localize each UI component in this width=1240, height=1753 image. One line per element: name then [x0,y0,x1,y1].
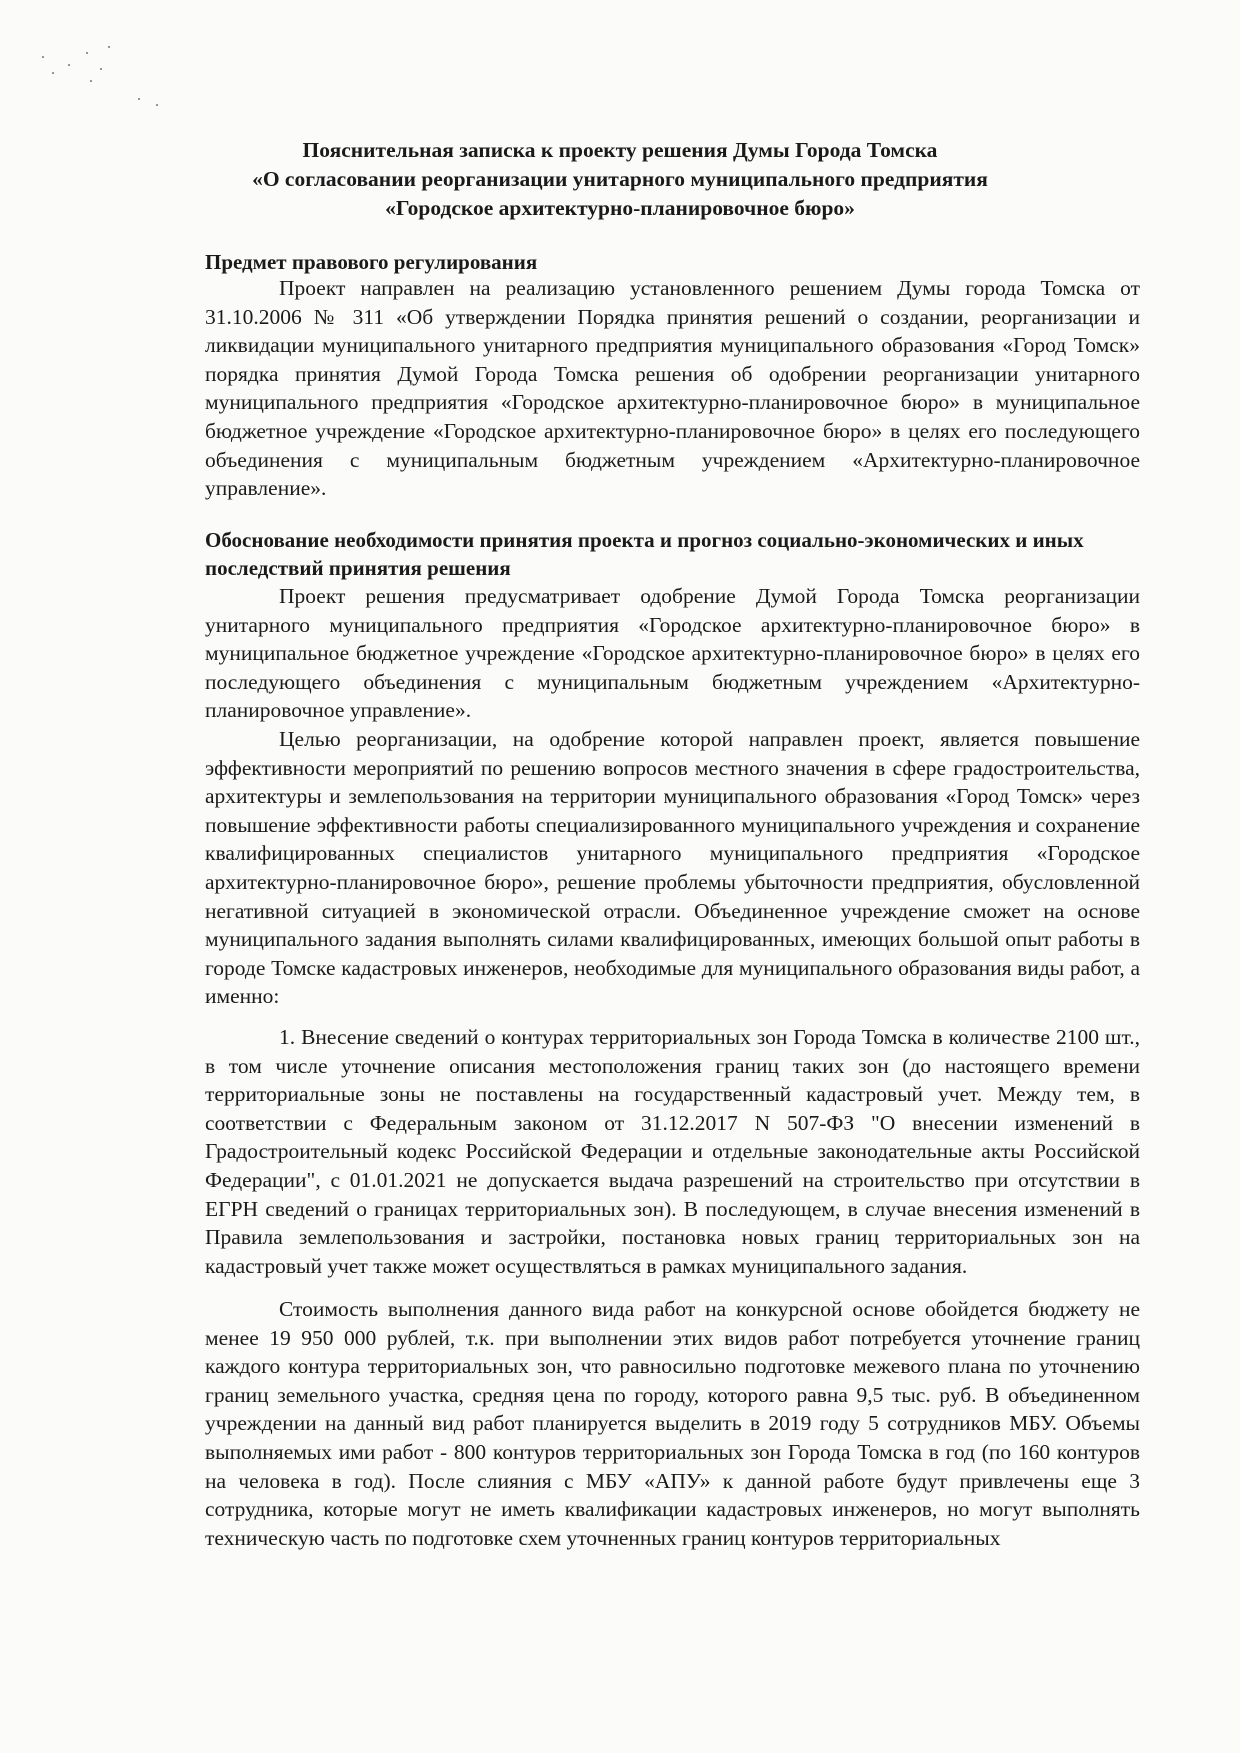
paragraph-justification-3: 1. Внесение сведений о контурах территориальных зон Города Томска в количестве 2100 шт., в том числе уточнение описания местоположения границ таких зон (до настоящего времени территориальные зоны не поставлены на государственный кадастровый учет. Между тем, в соответствии с Федеральным законом от 31.12.2017 N 507-ФЗ "О внесении изменений в Градостроительный кодекс Российской Федерации и отдельные законодательные акты Российской Федерации", с 01.01.2021 не допускается выдача разрешений на строительство при отсутствии в ЕГРН сведений о границах территориальных зон). В последующем, в случае внесения изменений в Правила землепользования и застройки, постановка новых границ территориальных зон на кадастровый учет также может осуществляться в рамках муниципального задания. [205,1025,1140,1278]
paragraph-justification-1: Проект решения предусматривает одобрение Думой Города Томска реорганизации унитарного муниципального предприятия «Городское архитектурно-планировочное бюро» в муниципальное бюджетное учреждение «Городское архитектурно-планировочное бюро» в целях его последующего объединения с муниципальным бюджетным учреждением «Архитектурно-планировочное управление». [205,584,1140,723]
section-heading-subject: Предмет правового регулирования [205,250,538,274]
scan-specks [38,42,168,112]
paragraph-justification-2: Целью реорганизации, на одобрение которой направлен проект, является повышение эффективности мероприятий по решению вопросов местного значения в сфере градостроительства, архитектуры и землепользования на территории муниципального образования «Город Томск» через повышение эффективности работы специализированного муниципального учреждения и сохранение квалифицированных специалистов унитарного муниципального предприятия «Городское архитектурно-планировочное бюро», решение проблемы убыточности предприятия, обусловленной негативной ситуацией в экономической отрасли. Объединенное учреждение сможет на основе муниципального задания выполнять силами квалифицированных, имеющих большой опыт работы в городе Томске кадастровых инженеров, необходимые для муниципального образования виды работ, а именно: [205,727,1140,1009]
paragraph-justification-4: Стоимость выполнения данного вида работ на конкурсной основе обойдется бюджету не менее 19 950 000 рублей, т.к. при выполнении этих видов работ потребуется уточнение границ каждого контура территориальных зон, что равносильно подготовке межевого плана по уточнению границ земельного участка, средняя цена по городу, которого равна 9,5 тыс. руб. В объединенном учреждении на данный вид работ планируется выделить в 2019 году 5 сотрудников МБУ. Объемы выполняемых ими работ - 800 контуров территориальных зон Города Томска в год (по 160 контуров на человека в год). После слияния с МБУ «АПУ» к данной работе будут привлечены еще 3 сотрудника, которые могут не иметь квалификации кадастровых инженеров, но могут выполнять техническую часть по подготовке схем уточненных границ контуров территориальных [205,1297,1140,1550]
title-line-3: «Городское архитектурно-планировочное бюро» [385,196,855,220]
title-line-2: «О согласовании реорганизации унитарного муниципального предприятия [252,167,988,191]
document-title [150,136,1090,223]
paragraph-subject: Проект направлен на реализацию установленного решением Думы города Томска от 31.10.2006 № 311 «Об утверждении Порядка принятия решений о создании, реорганизации и ликвидации муниципального унитарного предприятия муниципального образования «Город Томск» порядка принятия Думой Города Томска решения об одобрении реорганизации унитарного муниципального предприятия «Городское архитектурно-планировочное бюро» в муниципальное бюджетное учреждение «Городское архитектурно-планировочное бюро» в целях его последующего объединения с муниципальным бюджетным учреждением «Архитектурно-планировочное управление». [205,276,1140,501]
title-line-1: Пояснительная записка к проекту решения Думы Города Томска [302,138,938,162]
section-heading-justification: Обоснование необходимости принятия проекта и прогноз социально-экономических и иных последствий принятия решения [205,528,1084,580]
